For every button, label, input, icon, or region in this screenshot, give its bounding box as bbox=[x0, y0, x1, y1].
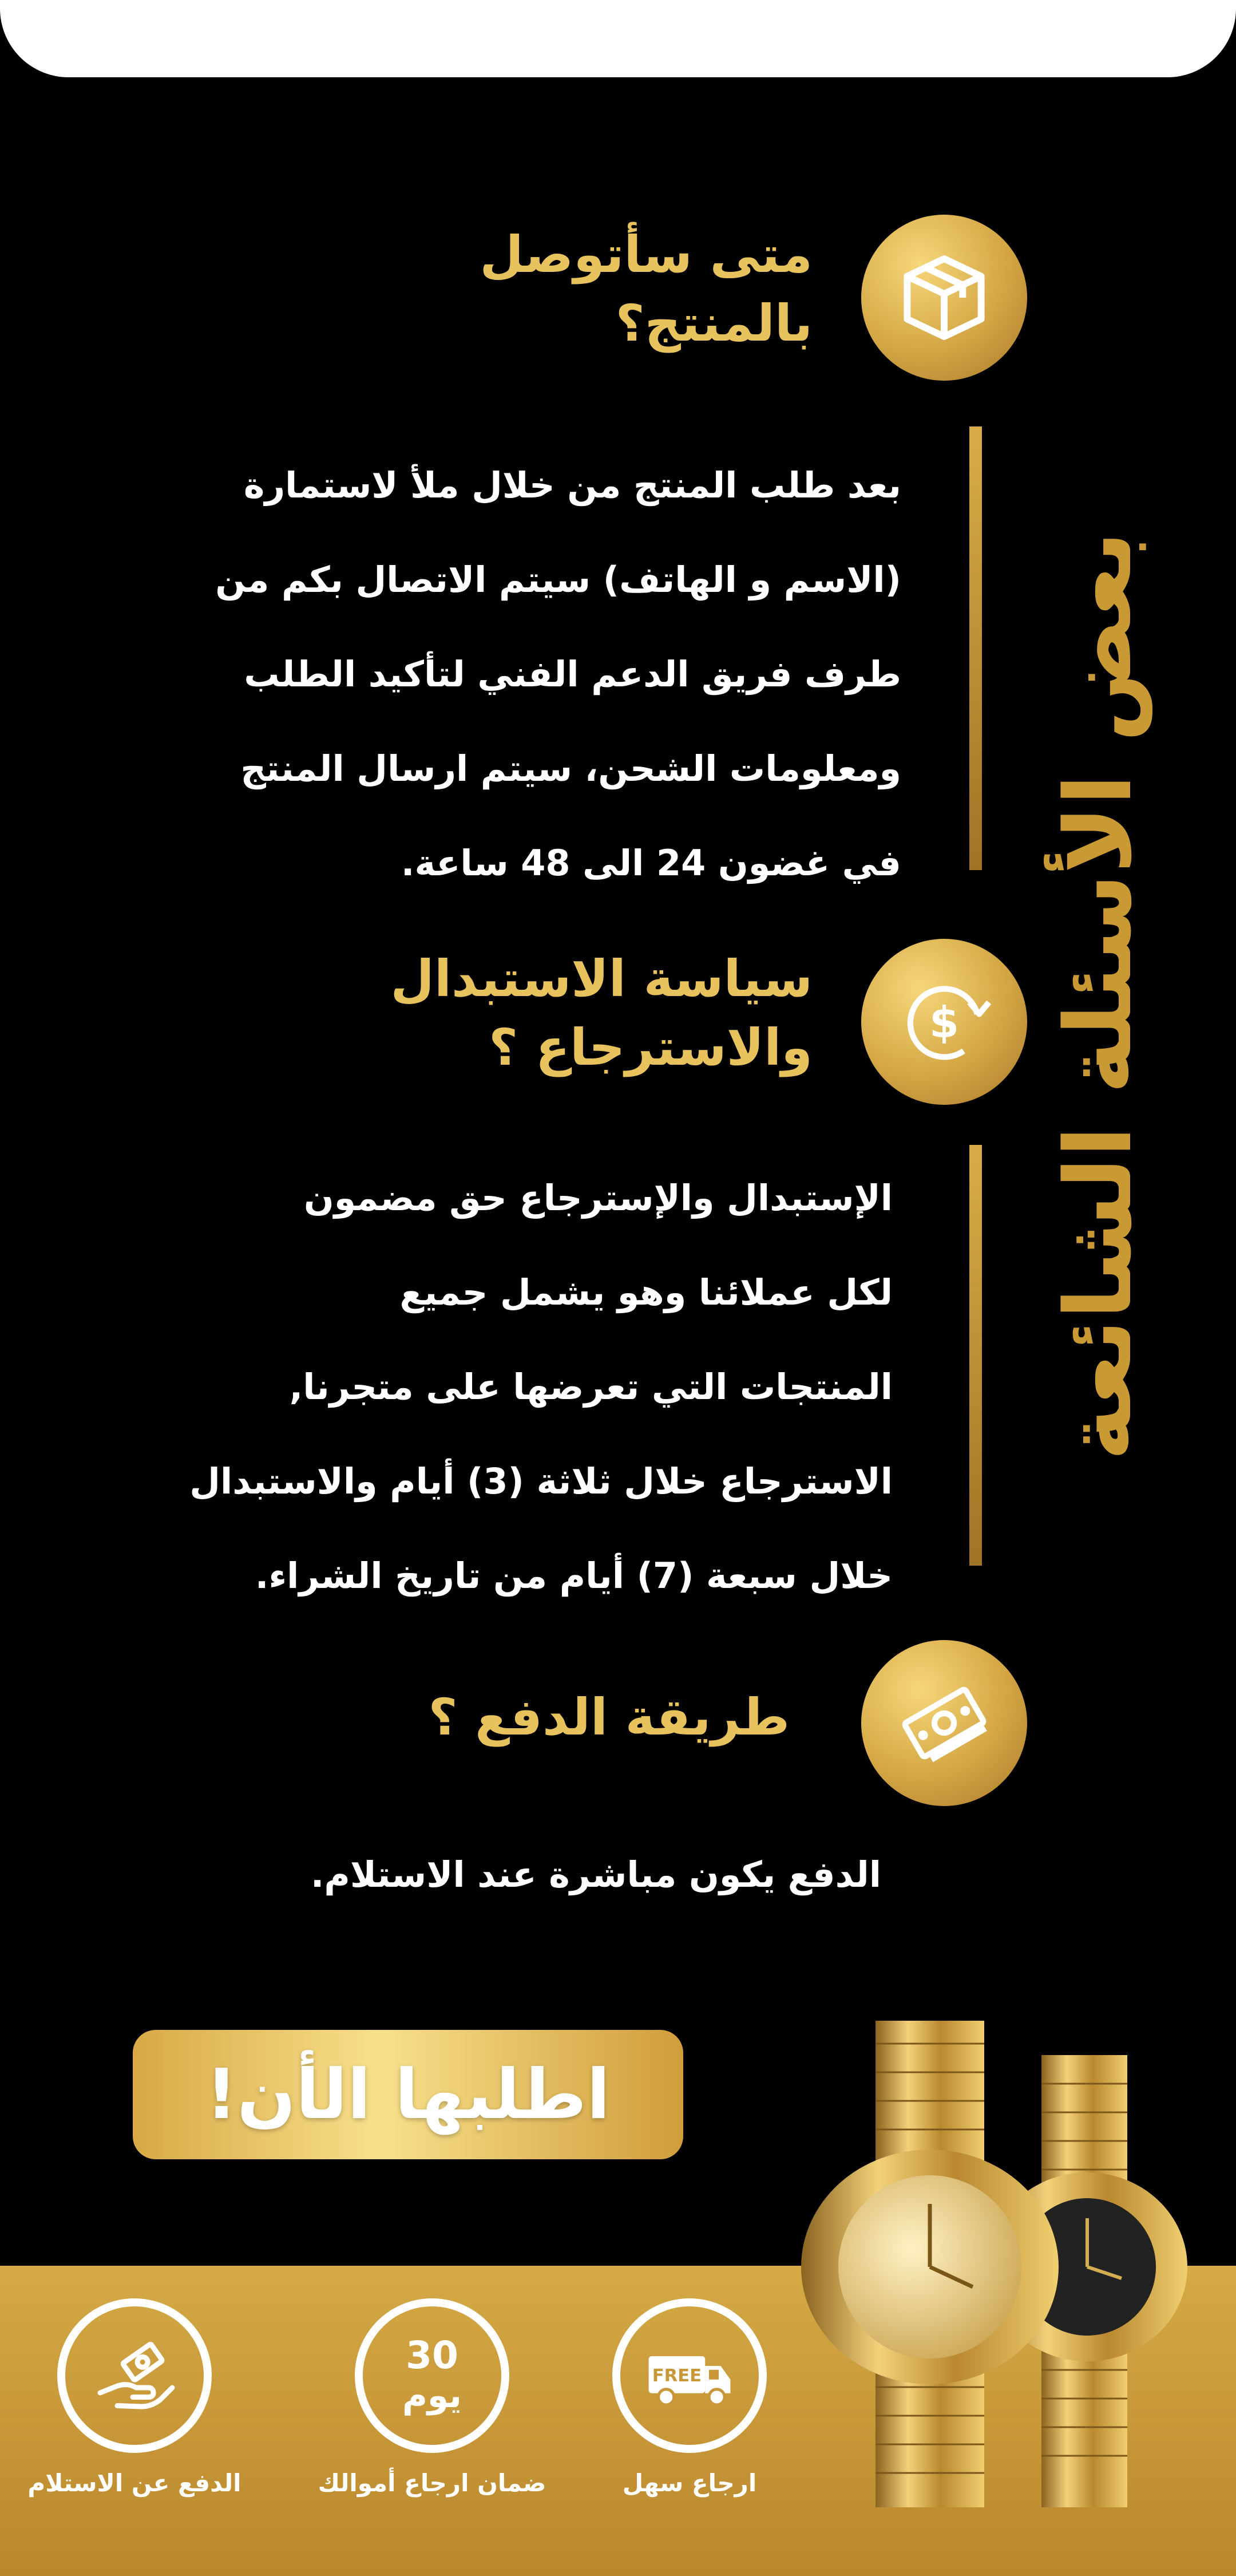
section-3-heading bbox=[275, 1683, 790, 1752]
badge-unit: يوم bbox=[402, 2376, 462, 2416]
package-box-icon bbox=[861, 215, 1027, 381]
feature-easy-return bbox=[569, 2298, 810, 2497]
hand-cash-icon bbox=[57, 2298, 212, 2453]
section-2-body bbox=[92, 1151, 893, 1623]
section-3-body bbox=[137, 1835, 881, 1915]
order-now-label: اطلبها الأن! bbox=[205, 2055, 611, 2135]
gold-watch-pair-image bbox=[801, 2021, 1202, 2507]
body-line: بعد طلب المنتج من خلال ملأ لاستمارة bbox=[243, 464, 901, 506]
cash-money-icon bbox=[861, 1640, 1027, 1806]
free-truck-icon bbox=[612, 2298, 767, 2453]
vertical-title bbox=[1030, 412, 1179, 1580]
body-line: لكل عملائنا وهو يشمل جميع bbox=[399, 1271, 893, 1313]
feature-money-back bbox=[312, 2298, 552, 2497]
heading-line: سياسة الاستبدال bbox=[390, 949, 813, 1008]
feature-label: الدفع عن الاستلام bbox=[27, 2469, 241, 2497]
heading-line: طريقة الدفع ؟ bbox=[428, 1688, 790, 1747]
top-card bbox=[0, 0, 1236, 77]
section-1-body bbox=[100, 438, 901, 910]
body-line: الاسترجاع خلال ثلاثة (3) أيام والاستبدال bbox=[189, 1460, 893, 1502]
free-badge-text: FREE bbox=[652, 2366, 702, 2387]
body-line: طرف فريق الدعم الفني لتأكيد الطلب bbox=[244, 653, 901, 695]
order-now-button[interactable] bbox=[133, 2030, 683, 2159]
page-title: بعض الأسئلة الشائعة bbox=[1045, 531, 1152, 1461]
heading-line: متى سأتوصل bbox=[480, 225, 813, 284]
vertical-divider bbox=[969, 1145, 982, 1566]
dollar-refresh-icon bbox=[861, 939, 1027, 1105]
heading-line: بالمنتج؟ bbox=[615, 294, 813, 353]
heading-line: والاسترجاع ؟ bbox=[489, 1018, 813, 1077]
badge-number: 30 bbox=[406, 2333, 458, 2377]
body-line: خلال سبعة (7) أيام من تاريخ الشراء. bbox=[255, 1555, 893, 1597]
body-line: في غضون 24 الى 48 ساعة. bbox=[401, 842, 901, 884]
feature-cash-on-delivery bbox=[14, 2298, 255, 2497]
body-line: الإستبدال والإسترجاع حق مضمون bbox=[303, 1177, 893, 1219]
body-line: المنتجات التي تعرضها على متجرنا, bbox=[289, 1366, 893, 1408]
section-2-heading bbox=[240, 945, 813, 1082]
feature-label: ارجاع سهل bbox=[622, 2469, 757, 2497]
feature-label: ضمان ارجاع أموالك bbox=[318, 2469, 546, 2497]
guarantee-30-icon bbox=[355, 2298, 509, 2453]
body-line: ومعلومات الشحن، سيتم ارسال المنتج bbox=[240, 748, 901, 789]
body-line: (الاسم و الهاتف) سيتم الاتصال بكم من bbox=[215, 559, 901, 600]
section-1-heading bbox=[298, 220, 813, 358]
vertical-divider bbox=[969, 426, 982, 870]
body-line: الدفع يكون مباشرة عند الاستلام. bbox=[310, 1854, 881, 1895]
svg-text:$: $ bbox=[929, 998, 960, 1048]
